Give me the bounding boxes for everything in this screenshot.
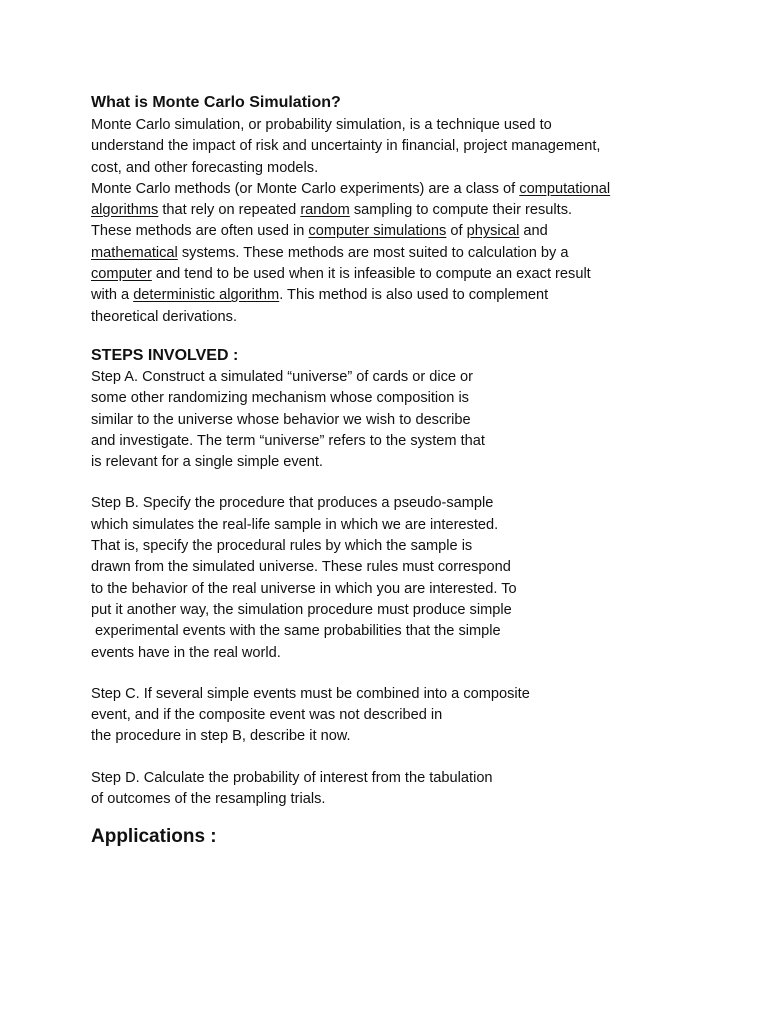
text-line: is relevant for a single simple event. <box>91 454 323 471</box>
link-mathematical[interactable]: mathematical <box>91 244 178 261</box>
text-line: put it another way, the simulation procedure must produce simple <box>91 601 512 618</box>
text-line: event, and if the composite event was not described in <box>91 707 443 724</box>
text-line: understand the impact of risk and uncertainty in financial, project management, <box>91 138 601 155</box>
text-span: sampling to compute their results. <box>349 202 573 219</box>
text-line: which simulates the real-life sample in which we are interested. <box>91 516 499 533</box>
text-span: . This method is also used to complement <box>279 287 549 304</box>
text-line <box>91 285 731 306</box>
text-line: Monte Carlo simulation, or probability simulation, is a technique used to <box>91 117 552 133</box>
text-line: That is, specify the procedural rules by which the sample is <box>91 538 473 555</box>
text-span: and tend to be used when it is infeasible to compute an exact result <box>151 266 591 283</box>
text-line: Step C. If several simple events must be combined into a composite <box>91 685 530 702</box>
text-line <box>91 179 731 200</box>
text-span: of <box>446 223 467 240</box>
document-page <box>91 92 731 850</box>
paragraph-gap <box>91 473 731 493</box>
text-line <box>91 221 731 242</box>
text-line: similar to the universe whose behavior we wish to describe <box>91 411 471 428</box>
text-line: theoretical derivations. <box>91 308 238 325</box>
step-a <box>91 367 731 473</box>
link-computational[interactable]: computational <box>519 180 611 197</box>
text-line: Step D. Calculate the probability of interest from the tabulation <box>91 769 493 786</box>
applications-heading: Applications : <box>91 826 217 848</box>
intro-paragraph-2 <box>91 179 731 328</box>
step-b <box>91 493 731 663</box>
link-computer[interactable]: computer <box>91 266 152 283</box>
text-line <box>91 264 731 285</box>
text-span: systems. These methods are most suited to calculation by a <box>177 244 569 261</box>
text-span: Monte Carlo methods (or Monte Carlo experiments) are a class of <box>91 180 520 197</box>
text-line: of outcomes of the resampling trials. <box>91 791 326 808</box>
text-span: These methods are often used in <box>91 223 309 240</box>
text-span: with a <box>91 287 134 304</box>
text-line <box>91 243 731 264</box>
text-line: cost, and other forecasting models. <box>91 159 319 176</box>
text-line: experimental events with the same probabilities that the simple <box>91 623 501 640</box>
paragraph-gap <box>91 748 731 768</box>
text-line: and investigate. The term “universe” refers to the system that <box>91 432 485 449</box>
link-deterministic-algorithm[interactable]: deterministic algorithm <box>133 287 280 304</box>
text-span: and <box>519 223 548 240</box>
link-random[interactable]: random <box>300 202 350 219</box>
text-line <box>91 200 731 221</box>
link-computer-simulations[interactable]: computer simulations <box>308 223 447 240</box>
steps-heading: STEPS INVOLVED : <box>91 346 239 364</box>
link-physical[interactable]: physical <box>466 223 520 240</box>
step-d <box>91 768 731 811</box>
document-title: What is Monte Carlo Simulation? <box>91 94 341 111</box>
text-span: that rely on repeated <box>158 202 301 219</box>
text-line: to the behavior of the real universe in which you are interested. To <box>91 580 517 597</box>
text-line: drawn from the simulated universe. These rules must correspond <box>91 559 511 576</box>
text-line: Step B. Specify the procedure that produces a pseudo-sample <box>91 495 494 512</box>
text-line: Step A. Construct a simulated “universe” of cards or dice or <box>91 368 474 385</box>
text-line: events have in the real world. <box>91 644 281 661</box>
intro-paragraph-1 <box>91 115 731 179</box>
paragraph-gap <box>91 664 731 684</box>
text-line: the procedure in step B, describe it now. <box>91 728 351 745</box>
link-algorithms[interactable]: algorithms <box>91 202 159 219</box>
text-line: some other randomizing mechanism whose composition is <box>91 390 469 407</box>
step-c <box>91 684 731 748</box>
